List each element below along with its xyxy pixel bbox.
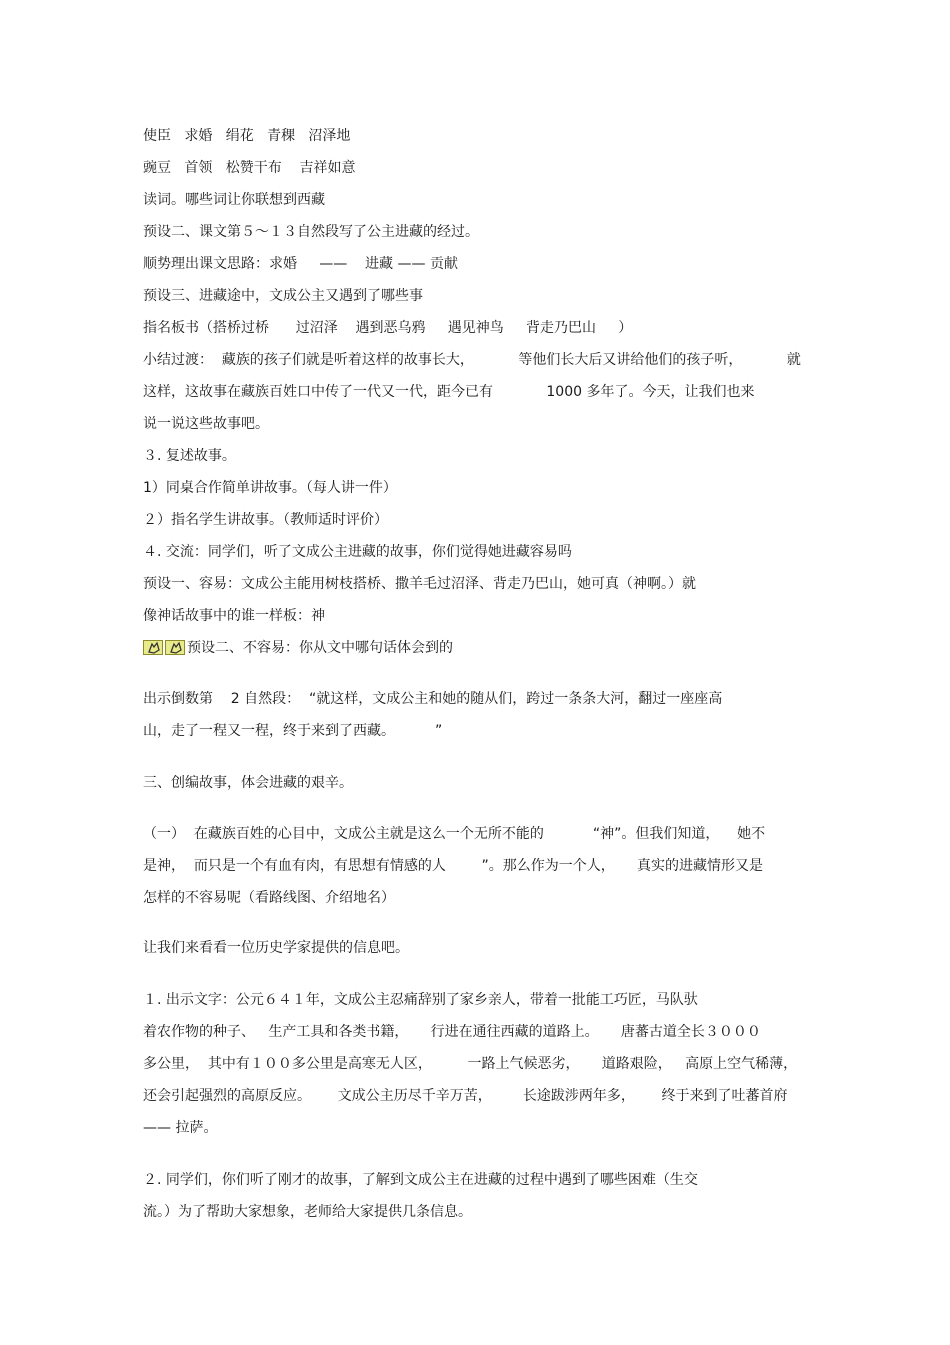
vocab-line-2: 豌豆 首领 松赞干布 吉祥如意 — [143, 160, 356, 176]
question-line-1: ２. 同学们，你们听了刚才的故事，了解到文成公主在进藏的过程中遇到了哪些困难（生交 — [143, 1172, 698, 1188]
summary-line-2: 这样，这故事在藏族百姓口中传了一代又一代，距今已有 1000 多年了。今天，让我们也来 — [143, 384, 755, 400]
summary-line-3: 说一说这些故事吧。 — [143, 416, 269, 432]
retell-step-1: 1）同桌合作简单讲故事。（每人讲一件） — [143, 480, 397, 496]
preset-three-line: 预设三、进藏途中，文成公主又遇到了哪些事 — [143, 288, 423, 304]
question-line-2: 流。）为了帮助大家想象，老师给大家提供几条信息。 — [143, 1204, 472, 1220]
info-line-1: １. 出示文字：公元６４１年，文成公主忍痛辞别了家乡亲人，带着一批能工巧匠，马队驮 — [143, 992, 698, 1008]
info-line-2: 着农作物的种子、 生产工具和各类书籍， 行进在通往西藏的道路上。 唐蕃古道全长３０００ — [143, 1024, 761, 1040]
pointer-icons — [143, 640, 185, 655]
info-line-3: 多公里， 其中有１００多公里是高寒无人区， 一路上气候恶劣， 道路艰险， 高原上空气稀薄， — [143, 1056, 798, 1072]
vocab-line-1: 使臣 求婚 绢花 青稞 沼泽地 — [143, 128, 351, 144]
historian-intro-line: 让我们来看看一位历史学家提供的信息吧。 — [143, 940, 409, 956]
section-three-heading: 三、创编故事，体会进藏的艰辛。 — [143, 775, 353, 791]
board-writing-line: 指名板书（搭桥过桥 过沼泽 遇到恶乌鸦 遇见神鸟 背走乃巴山 ） — [143, 320, 633, 336]
retell-step-2: ２）指名学生讲故事。（教师适时评价） — [143, 512, 388, 528]
hand-pointer-icon — [165, 640, 185, 655]
summary-line-1: 小结过渡： 藏族的孩子们就是听着这样的故事长大， 等他们长大后又讲给他们的孩子听， 就 — [143, 352, 801, 368]
read-words-line: 读词。哪些词让你联想到西藏 — [143, 192, 325, 208]
part-one-line-3: 怎样的不容易呢（看路线图、介绍地名） — [143, 890, 395, 906]
preset-two-line: 预设二、课文第５～１３自然段写了公主进藏的经过。 — [143, 224, 479, 240]
preset-easy-line-1: 预设一、容易：文成公主能用树枝搭桥、撒羊毛过沼泽、背走乃巴山，她可真（神啊。）就 — [143, 576, 696, 592]
preset-hard-line — [143, 638, 453, 658]
preset-hard-text: 预设二、不容易：你从文中哪句话体会到的 — [187, 640, 453, 656]
hand-pointer-icon — [143, 640, 163, 655]
exchange-line: ４. 交流：同学们，听了文成公主进藏的故事，你们觉得她进藏容易吗 — [143, 544, 572, 560]
retell-heading: ３. 复述故事。 — [143, 448, 236, 464]
info-line-4: 还会引起强烈的高原反应。 文成公主历尽千辛万苦， 长途跋涉两年多， 终于来到了吐蕃首府 — [143, 1088, 788, 1104]
quote-line-1: 出示倒数第 2 自然段： “就这样，文成公主和她的随从们，跨过一条条大河，翻过一座座高 — [143, 691, 723, 707]
quote-line-2: 山，走了一程又一程，终于来到了西藏。 ” — [143, 723, 443, 739]
part-one-line-1: （一） 在藏族百姓的心目中，文成公主就是这么一个无所不能的 “神”。但我们知道， 她不 — [143, 826, 766, 842]
info-line-5: —— 拉萨。 — [143, 1120, 218, 1136]
part-one-line-2: 是神， 而只是一个有血有肉，有思想有情感的人 ”。那么作为一个人， 真实的进藏情形又是 — [143, 858, 764, 874]
text-outline-line: 顺势理出课文思路：求婚 —— 进藏 —— 贡献 — [143, 256, 458, 272]
preset-easy-line-2: 像神话故事中的谁一样板：神 — [143, 608, 325, 624]
